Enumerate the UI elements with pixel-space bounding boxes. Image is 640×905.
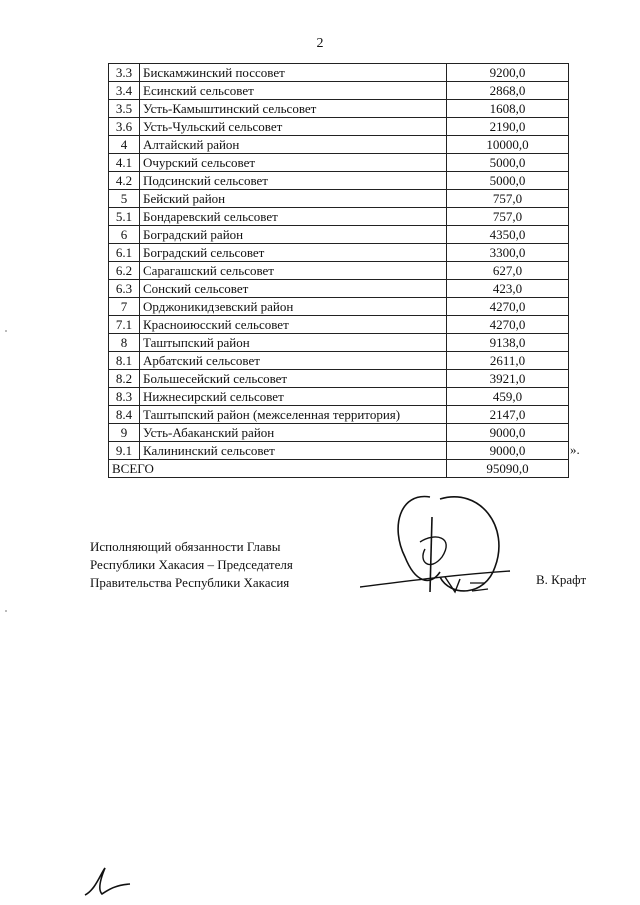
row-name: Бейский район [140,190,447,208]
row-value: 3300,0 [447,244,569,262]
row-value: 423,0 [447,280,569,298]
row-name: Бискамжинский поссовет [140,64,447,82]
total-row [109,460,569,478]
row-name: Сарагашский сельсовет [140,262,447,280]
row-name: Калининский сельсовет [140,442,447,460]
row-value: 5000,0 [447,172,569,190]
page-number: 2 [316,36,324,51]
handwritten-signature [360,487,520,617]
row-number: 6 [109,226,140,244]
row-value: 2190,0 [447,118,569,136]
table-row [109,370,569,388]
table-row [109,280,569,298]
row-name: Нижнесирский сельсовет [140,388,447,406]
row-name: Усть-Камыштинский сельсовет [140,100,447,118]
row-number: 5 [109,190,140,208]
row-number: 3.3 [109,64,140,82]
row-number: 8.1 [109,352,140,370]
row-name: Есинский сельсовет [140,82,447,100]
total-label: ВСЕГО [109,460,447,478]
row-number: 3.5 [109,100,140,118]
row-name: Алтайский район [140,136,447,154]
row-number: 8.4 [109,406,140,424]
row-value: 4270,0 [447,298,569,316]
row-value: 757,0 [447,208,569,226]
row-name: Арбатский сельсовет [140,352,447,370]
row-value: 2147,0 [447,406,569,424]
table-row [109,208,569,226]
row-name: Очурский сельсовет [140,154,447,172]
table-row [109,442,569,460]
table-row [109,226,569,244]
row-name: Красноиюсский сельсовет [140,316,447,334]
row-name: Боградский сельсовет [140,244,447,262]
row-number: 6.1 [109,244,140,262]
row-name: Таштыпский район [140,334,447,352]
row-name: Бондаревский сельсовет [140,208,447,226]
table-row [109,262,569,280]
table-row [109,190,569,208]
row-value: 3921,0 [447,370,569,388]
signer-title-line: Правительства Республики Хакасия [90,575,290,590]
row-number: 8 [109,334,140,352]
row-number: 9.1 [109,442,140,460]
row-number: 5.1 [109,208,140,226]
row-name: Боградский район [140,226,447,244]
table-row [109,388,569,406]
closing-quote-mark: ». [570,442,580,457]
signer-title-line: Республики Хакасия – Председателя [90,557,293,572]
row-number: 7.1 [109,316,140,334]
scan-artifact [5,610,7,612]
allocation-table [108,63,569,478]
row-number: 4 [109,136,140,154]
row-name: Усть-Абаканский район [140,424,447,442]
row-number: 4.1 [109,154,140,172]
table-row [109,424,569,442]
row-number: 4.2 [109,172,140,190]
row-value: 9138,0 [447,334,569,352]
row-number: 6.3 [109,280,140,298]
row-value: 1608,0 [447,100,569,118]
row-value: 9000,0 [447,442,569,460]
row-name: Большесейский сельсовет [140,370,447,388]
table-row [109,82,569,100]
signer-name: В. Крафт [536,572,587,587]
row-name: Таштыпский район (межселенная территория) [140,406,447,424]
table-row [109,298,569,316]
table-row [109,154,569,172]
row-value: 9200,0 [447,64,569,82]
table-row [109,118,569,136]
row-number: 3.4 [109,82,140,100]
row-value: 4270,0 [447,316,569,334]
row-value: 4350,0 [447,226,569,244]
handwritten-initial [80,860,140,900]
row-number: 8.3 [109,388,140,406]
table-row [109,172,569,190]
table-body [109,64,569,460]
table-row [109,244,569,262]
row-name: Усть-Чульский сельсовет [140,118,447,136]
row-number: 8.2 [109,370,140,388]
table-row [109,64,569,82]
signer-title [90,538,293,592]
table-row [109,406,569,424]
row-number: 6.2 [109,262,140,280]
table-row [109,352,569,370]
row-number: 9 [109,424,140,442]
row-value: 459,0 [447,388,569,406]
table-row [109,136,569,154]
row-name: Сонский сельсовет [140,280,447,298]
scan-artifact [5,330,7,332]
row-value: 9000,0 [447,424,569,442]
table-row [109,334,569,352]
row-number: 7 [109,298,140,316]
row-name: Подсинский сельсовет [140,172,447,190]
row-name: Орджоникидзевский район [140,298,447,316]
table-row [109,100,569,118]
table-row [109,316,569,334]
row-value: 2868,0 [447,82,569,100]
row-value: 10000,0 [447,136,569,154]
row-value: 5000,0 [447,154,569,172]
total-value: 95090,0 [447,460,569,478]
row-value: 2611,0 [447,352,569,370]
row-number: 3.6 [109,118,140,136]
signer-title-line: Исполняющий обязанности Главы [90,539,281,554]
row-value: 757,0 [447,190,569,208]
row-value: 627,0 [447,262,569,280]
